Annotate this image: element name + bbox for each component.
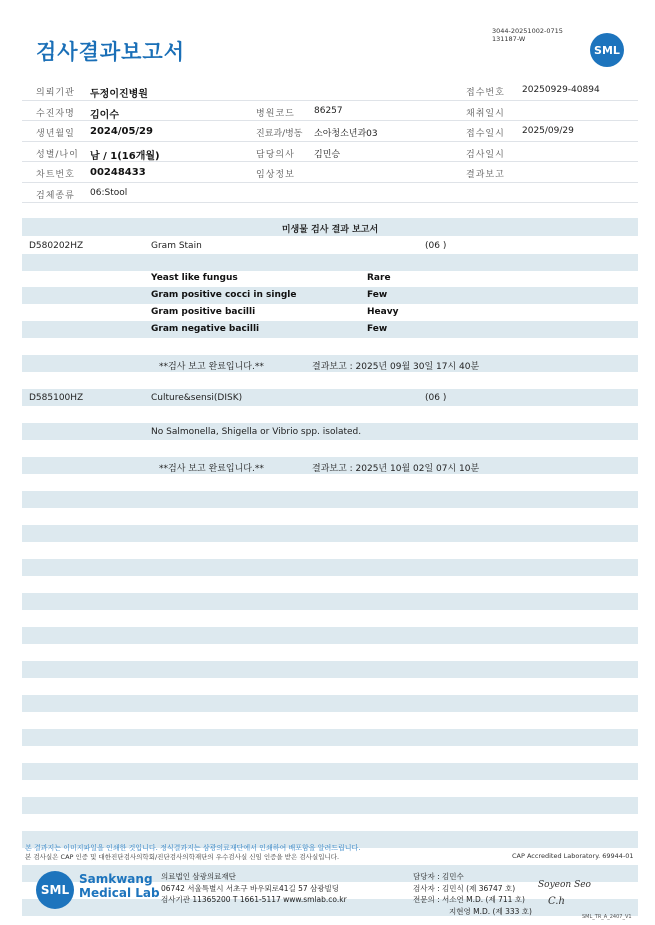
- label-hospital-code: 병원코드: [256, 108, 295, 119]
- row-band: [22, 593, 638, 610]
- staff-line: 지현영 M.D. (제 333 호): [449, 906, 532, 916]
- value-department: 소아청소년과03: [314, 129, 378, 139]
- row-band: [22, 491, 638, 508]
- cap-accreditation: CAP Accredited Laboratory. 69944-01: [512, 852, 634, 860]
- value-sex-age: 남 / 1(16개월): [90, 150, 160, 162]
- signature: Soyeon Seo: [538, 880, 591, 890]
- row-band: [22, 287, 638, 304]
- address-line: 06742 서울특별시 서초구 바우뫼로41길 57 삼광빌딩: [161, 883, 340, 893]
- info-row: [22, 80, 638, 101]
- label-sex-age: 성별/나이: [36, 149, 79, 160]
- row-band: [22, 389, 638, 406]
- test-specimen: (06 ): [425, 241, 447, 251]
- test-code: D580202HZ: [29, 241, 84, 251]
- doc-number-line-1: 3044-20251002-0715: [492, 27, 563, 35]
- label-birth-date: 생년월일: [36, 129, 75, 139]
- test-code: D585100HZ: [29, 393, 84, 403]
- form-number: SML_TR_A_2407_V1: [582, 914, 632, 920]
- document-number: [492, 27, 563, 43]
- row-band: [22, 763, 638, 780]
- label-receipt-date: 접수일시: [466, 129, 505, 139]
- organism: Gram negative bacilli: [151, 324, 260, 334]
- label-result-report: 결과보고: [466, 170, 505, 180]
- organism-result: Heavy: [367, 307, 399, 317]
- page-title: 검사결과보고서: [36, 40, 186, 64]
- row-band: [22, 661, 638, 678]
- lab-address: [161, 871, 347, 906]
- value-receipt-date: 2025/09/29: [522, 126, 574, 136]
- accreditation-note: 본 검사실은 CAP 인증 및 대한진단검사의학회/진단검사의학재단의 우수검사실 신임 인증을 받은 검사실입니다.: [25, 853, 340, 861]
- sml-logo: SML: [590, 33, 624, 67]
- staff-line: 검사자 : 김민식 (제 36747 호): [413, 883, 516, 893]
- organism-result: Few: [367, 290, 388, 300]
- label-doctor: 담당의사: [256, 149, 295, 160]
- image-print-note: 본 결과지는 이미지파일을 인쇄한 것입니다. 정식결과지는 삼광의료재단에서 인쇄하여 배포함을 알려드립니다.: [25, 844, 361, 852]
- label-test-date: 검사일시: [466, 149, 505, 160]
- value-requesting-org: 두정이진병원: [90, 89, 148, 100]
- label-specimen-type: 검체종류: [36, 190, 75, 201]
- info-row: [22, 142, 638, 163]
- report-datetime: 결과보고 : 2025년 10월 02일 07시 10분: [312, 464, 480, 474]
- organism-result: Rare: [367, 273, 391, 283]
- row-band: [22, 525, 638, 542]
- value-doctor: 김민승: [314, 149, 341, 160]
- value-hospital-code: 86257: [314, 105, 343, 116]
- organism: Gram positive bacilli: [151, 307, 256, 317]
- test-name: Gram Stain: [151, 241, 202, 251]
- row-band: [22, 695, 638, 712]
- staff-list: [413, 871, 532, 917]
- brand-line-2: Medical Lab: [79, 886, 160, 900]
- info-row: [22, 121, 638, 142]
- address-line: 검사기관 11365200 T 1661-5117 www.smlab.co.kr: [161, 895, 347, 904]
- value-chart-no: 00248433: [90, 167, 146, 178]
- organism: Gram positive cocci in single: [151, 290, 297, 300]
- value-receipt-no: 20250929-40894: [522, 85, 600, 95]
- label-department: 진료과/병동: [256, 129, 303, 139]
- report-datetime: 결과보고 : 2025년 09월 30일 17시 40분: [312, 362, 480, 372]
- section-title: 미생물 검사 결과 보고서: [281, 225, 379, 235]
- patient-info-table: [22, 80, 638, 203]
- brand-name: [79, 872, 160, 900]
- info-row: [22, 183, 638, 204]
- staff-line: 전문의 : 서소연 M.D. (제 711 호): [413, 895, 525, 904]
- brand-line-1: Samkwang: [79, 872, 153, 886]
- organism-result: Few: [367, 324, 388, 334]
- info-row: [22, 101, 638, 122]
- label-clinical-info: 임상정보: [256, 170, 295, 180]
- row-band: [22, 321, 638, 338]
- row-band: [22, 271, 638, 287]
- report-complete-note: **검사 보고 완료입니다.**: [159, 464, 264, 474]
- info-row: [22, 162, 638, 183]
- label-collection-date: 채취일시: [466, 108, 505, 119]
- address-line: 의료법인 삼광의료재단: [161, 872, 236, 881]
- row-band: [22, 627, 638, 644]
- label-chart-no: 차트번호: [36, 170, 75, 180]
- label-patient-name: 수진자명: [36, 108, 75, 119]
- sml-footer-logo: SML: [36, 871, 74, 909]
- organism: Yeast like fungus: [151, 273, 238, 283]
- test-name: Culture&sensi(DISK): [151, 393, 243, 403]
- row-band: [22, 797, 638, 814]
- row-band: [22, 559, 638, 576]
- value-patient-name: 김이수: [90, 109, 119, 121]
- doc-number-line-2: 131187-W: [492, 35, 526, 43]
- row-band: [22, 254, 638, 271]
- culture-result: No Salmonella, Shigella or Vibrio spp. isolated.: [151, 427, 362, 437]
- value-specimen-type: 06:Stool: [90, 187, 128, 198]
- signature: C.h: [548, 896, 565, 907]
- report-complete-note: **검사 보고 완료입니다.**: [159, 362, 264, 372]
- label-receipt-no: 접수번호: [466, 88, 505, 98]
- row-band: [22, 729, 638, 746]
- staff-line: 담당자 : 김민수: [413, 872, 464, 881]
- label-requesting-org: 의뢰기관: [36, 88, 75, 98]
- value-birth-date: 2024/05/29: [90, 126, 153, 137]
- test-specimen: (06 ): [425, 393, 447, 403]
